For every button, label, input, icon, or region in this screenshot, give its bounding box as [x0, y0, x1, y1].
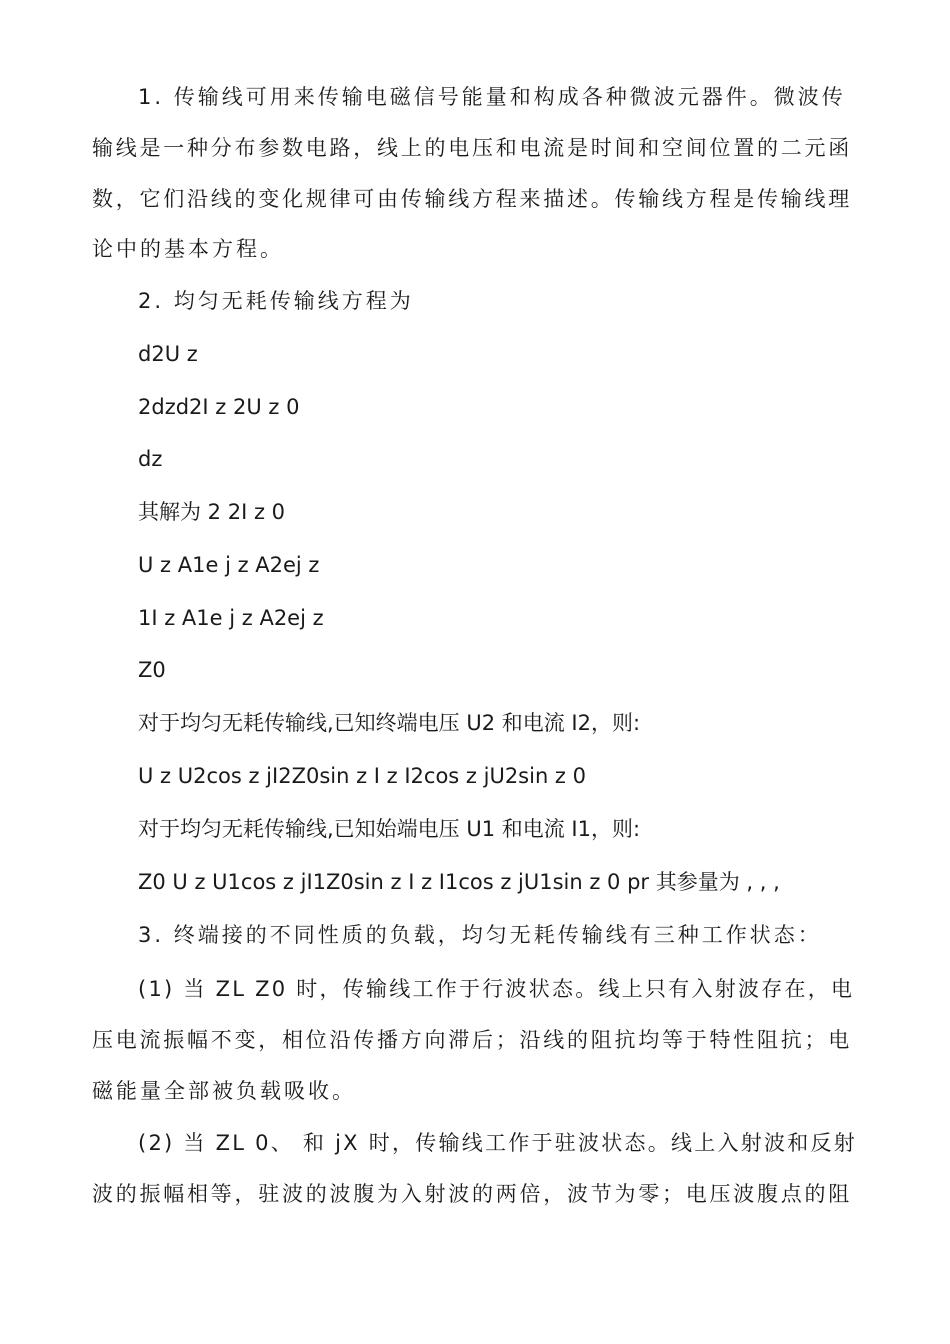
paragraph-line: 输线是一种分布参数电路，线上的电压和电流是时间和空间位置的二元函 [92, 136, 852, 160]
paragraph-line: 论中的基本方程。 [92, 237, 284, 261]
formula-line: Z0 [138, 658, 166, 682]
paragraph-line: 波的振幅相等，驻波的波腹为入射波的两倍，波节为零；电压波腹点的阻 [92, 1182, 852, 1206]
paragraph-line: 数，它们沿线的变化规律可由传输线方程来描述。传输线方程是传输线理 [92, 187, 852, 211]
paragraph-line: 压电流振幅不变，相位沿传播方向滞后；沿线的阻抗均等于特性阻抗；电 [92, 1028, 852, 1052]
section-heading: 3. 终端接的不同性质的负载，均匀无耗传输线有三种工作状态： [138, 923, 822, 947]
formula-line: Z0 U z U1cos z jI1Z0sin z I z I1cos z jU1sin z 0 pr 其参量为 , , , [138, 870, 780, 894]
formula-line: d2U z [138, 342, 198, 366]
paragraph-line: 对于均匀无耗传输线,已知始端电压 U1 和电流 I1，则: [138, 817, 641, 841]
formula-line: U z U2cos z jI2Z0sin z I z I2cos z jU2sin z 0 [138, 764, 586, 788]
section-heading: 2. 均匀无耗传输线方程为 [138, 289, 414, 313]
paragraph-line: 磁能量全部被负载吸收。 [92, 1079, 356, 1103]
formula-line: 1I z A1e j z A2ej z [138, 606, 324, 630]
formula-line: 其解为 2 2I z 0 [138, 500, 285, 524]
formula-line: 2dzd2I z 2U z 0 [138, 395, 300, 419]
formula-line: dz [138, 447, 163, 471]
paragraph-line: (1) 当 ZL Z0 时，传输线工作于行波状态。线上只有入射波存在，电 [138, 977, 855, 1001]
paragraph-line: 1. 传输线可用来传输电磁信号能量和构成各种微波元器件。微波传 [138, 85, 846, 109]
paragraph-line: 对于均匀无耗传输线,已知终端电压 U2 和电流 I2，则: [138, 711, 641, 735]
paragraph-line: (2) 当 ZL 0、 和 jX 时，传输线工作于驻波状态。线上入射波和反射 [138, 1131, 857, 1155]
formula-line: U z A1e j z A2ej z [138, 553, 320, 577]
